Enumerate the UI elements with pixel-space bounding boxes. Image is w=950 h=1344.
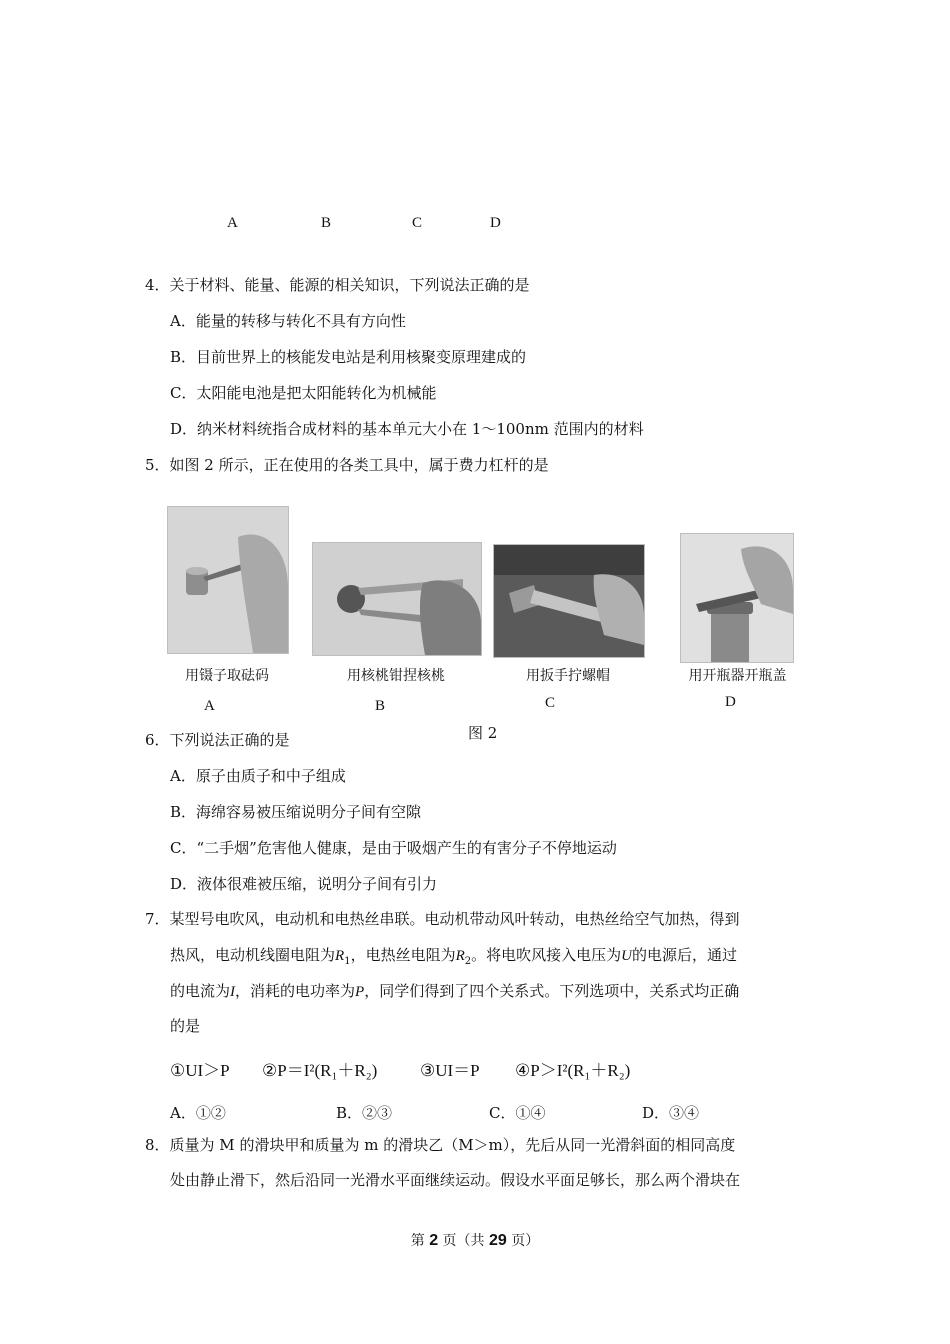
prev-figure-label-d: D [490, 215, 501, 231]
q7-line2-text-b: ，电热丝电阻为 [350, 946, 456, 964]
q5-stem: 5．如图 2 所示，正在使用的各类工具中，属于费力杠杆的是 [145, 456, 549, 474]
q7-line4: 的是 [170, 1017, 201, 1035]
formula-3: ③UI＝P [420, 1061, 480, 1080]
q7-line3-text-a: 的电流为 [170, 982, 231, 1000]
var-r2: R [455, 948, 465, 964]
q8-line1: 8．质量为 M 的滑块甲和质量为 m 的滑块乙（M＞m），先后从同一光滑斜面的相同高度 [145, 1136, 736, 1154]
var-r1: R [335, 948, 345, 964]
var-p: P [355, 984, 365, 1000]
footer-mid: 页（共 [442, 1233, 485, 1249]
figure2-letter-b: B [375, 698, 386, 714]
q4-stem: 4．关于材料、能量、能源的相关知识，下列说法正确的是 [145, 276, 530, 294]
figure2-letter-a: A [204, 698, 215, 714]
q7-line3 [170, 980, 739, 1001]
photo-nutcracker [312, 542, 482, 656]
q4-option-b: B．目前世界上的核能发电站是利用核聚变原理建成的 [170, 348, 527, 366]
q6-option-b: B．海绵容易被压缩说明分子间有空隙 [170, 803, 422, 821]
sub-2: 2 [464, 956, 472, 967]
q6-stem: 6．下列说法正确的是 [145, 731, 290, 749]
formula-4: ④P＞I²(R₁＋R₂) [515, 1061, 631, 1080]
q4-option-a: A．能量的转移与转化不具有方向性 [170, 312, 406, 330]
var-u: U [621, 948, 632, 964]
caption-d: 用开瓶器开瓶盖 [688, 668, 787, 684]
photo-bottle-opener [680, 533, 794, 663]
caption-c: 用扳手拧螺帽 [526, 668, 610, 684]
q8-line2: 处由静止滑下，然后沿同一光滑水平面继续运动。假设水平面足够长，那么两个滑块在 [170, 1171, 741, 1189]
q6-option-a: A．原子由质子和中子组成 [170, 767, 346, 785]
prev-figure-label-b: B [321, 215, 332, 231]
q7-choice-b: B．②③ [336, 1104, 393, 1122]
q7-line3-text-c: ，同学们得到了四个关系式。下列选项中，关系式均正确 [364, 982, 740, 1000]
q7-line2-text-a: 热风，电动机线圈电阻为 [170, 946, 336, 964]
sub-1: 1 [344, 956, 351, 967]
footer-post: 页） [511, 1233, 540, 1249]
q7-choice-a: A．①② [170, 1104, 226, 1122]
q7-line2-text-c: 。将电吹风接入电压为 [471, 946, 622, 964]
figure2-letter-d: D [725, 694, 736, 710]
prev-figure-label-c: C [412, 215, 423, 231]
q7-line2 [170, 944, 737, 967]
caption-a: 用镊子取砝码 [185, 668, 269, 684]
figure-2-label: 图 2 [468, 724, 498, 742]
page-footer [0, 1230, 950, 1250]
caption-b: 用核桃钳捏核桃 [347, 668, 445, 684]
q7-line1: 7．某型号电吹风，电动机和电热丝串联。电动机带动风叶转动，电热丝给空气加热，得到 [145, 910, 740, 928]
q4-option-d: D．纳米材料统指合成材料的基本单元大小在 1～100nm 范围内的材料 [170, 420, 644, 438]
q6-option-c: C．“二手烟”危害他人健康，是由于吸烟产生的有害分子不停地运动 [170, 839, 617, 857]
page-number: 2 [429, 1232, 439, 1249]
q4-option-c: C．太阳能电池是把太阳能转化为机械能 [170, 384, 437, 402]
q7-line2-text-d: 的电源后，通过 [631, 946, 737, 964]
q7-choice-d: D．③④ [642, 1104, 700, 1122]
q6-option-d: D．液体很难被压缩，说明分子间有引力 [170, 875, 438, 893]
page-total: 29 [489, 1232, 507, 1249]
formula-2: ②P＝I²(R₁＋R₂) [262, 1061, 378, 1080]
q7-choice-c: C．①④ [489, 1104, 546, 1122]
footer-pre: 第 [410, 1233, 425, 1249]
prev-figure-label-a: A [227, 215, 238, 231]
photo-wrench [493, 544, 645, 658]
formula-1: ①UI＞P [170, 1061, 230, 1080]
figure2-letter-c: C [545, 695, 556, 711]
q7-line3-text-b: ，消耗的电功率为 [235, 982, 356, 1000]
photo-tweezers [167, 506, 289, 654]
var-i: I [230, 984, 236, 1000]
